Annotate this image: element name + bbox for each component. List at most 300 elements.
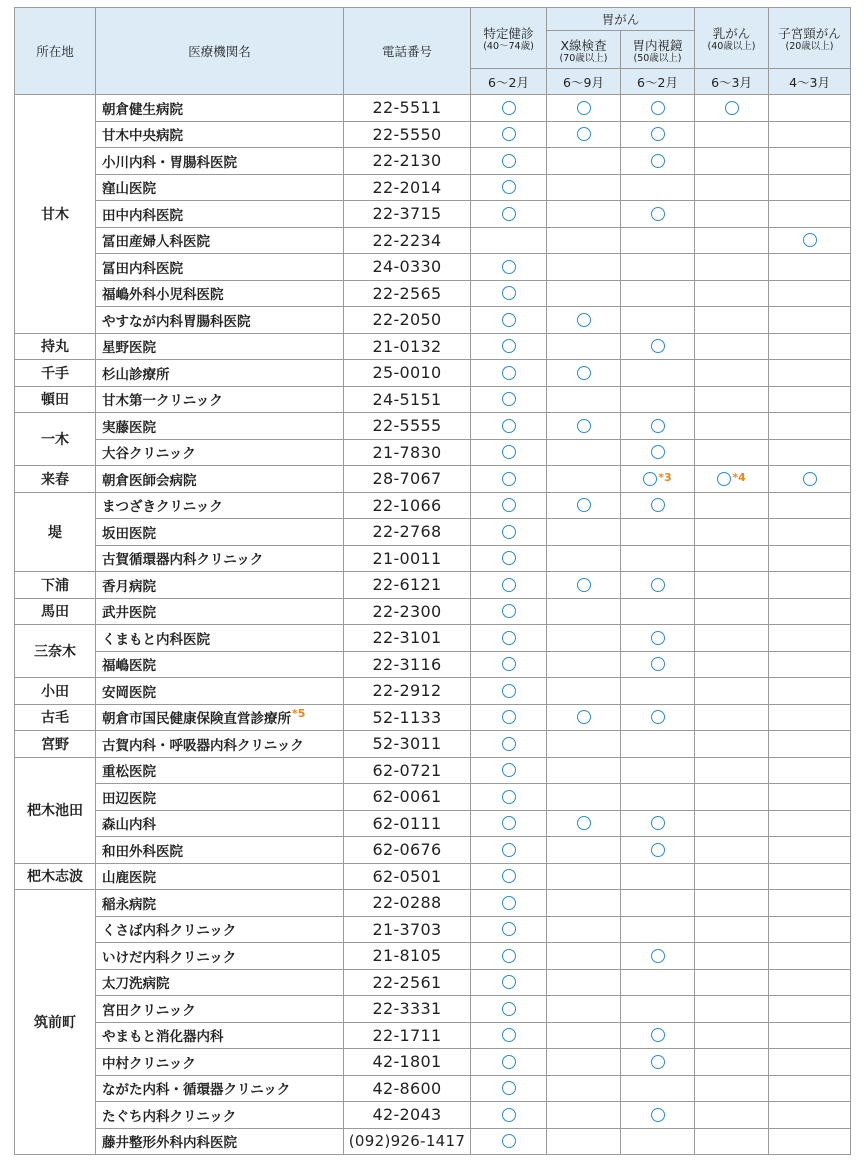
exam-cell-breast [695, 916, 769, 943]
available-circle-icon [577, 127, 591, 141]
exam-cell-xray [547, 651, 621, 678]
institution-name: いけだ内科クリニック [102, 949, 237, 966]
available-circle-icon [502, 366, 516, 380]
exam-cell-xray [547, 1128, 621, 1155]
exam-cell-tokutei [471, 227, 547, 254]
location-cell: 馬田 [15, 598, 96, 625]
exam-cell-xray [547, 625, 621, 652]
institution-cell [96, 492, 344, 519]
phone-cell: 62-0676 [344, 837, 471, 864]
table-row [15, 360, 851, 387]
exam-cell-tokutei [471, 307, 547, 334]
institution-cell [96, 1102, 344, 1129]
available-circle-icon [502, 710, 516, 724]
available-circle-icon [651, 419, 665, 433]
header-endoscopy-title: 胃内視鏡 [632, 37, 683, 53]
table-row [15, 572, 851, 599]
institution-cell [96, 545, 344, 572]
exam-cell-endoscopy [621, 996, 695, 1023]
exam-cell-breast [695, 1049, 769, 1076]
table-row [15, 174, 851, 201]
table-row [15, 784, 851, 811]
phone-cell: 62-0721 [344, 757, 471, 784]
location-cell: 来春 [15, 466, 96, 493]
institution-name: 重松医院 [102, 764, 156, 781]
period-cervical: 4～3月 [769, 69, 851, 95]
header-cervical [769, 8, 851, 69]
exam-cell-endoscopy [621, 1049, 695, 1076]
exam-cell-xray [547, 254, 621, 281]
available-circle-icon [651, 207, 665, 221]
exam-cell-xray [547, 360, 621, 387]
exam-cell-tokutei [471, 890, 547, 917]
exam-cell-xray [547, 757, 621, 784]
institution-cell [96, 519, 344, 546]
institution-cell [96, 572, 344, 599]
phone-cell: 22-2912 [344, 678, 471, 705]
exam-cell-breast [695, 201, 769, 228]
header-endoscopy-age: (50歳以上) [633, 52, 682, 64]
location-cell: 宮野 [15, 731, 96, 758]
institution-name: 田辺医院 [102, 790, 156, 807]
exam-cell-breast [695, 227, 769, 254]
exam-cell-xray [547, 1049, 621, 1076]
exam-cell-cervical [769, 174, 851, 201]
institution-cell [96, 757, 344, 784]
exam-cell-cervical [769, 731, 851, 758]
exam-cell-breast [695, 360, 769, 387]
available-circle-icon [502, 896, 516, 910]
period-endoscopy: 6～2月 [621, 69, 695, 95]
exam-cell-tokutei [471, 360, 547, 387]
location-cell: 筑前町 [15, 890, 96, 1155]
institution-cell [96, 943, 344, 970]
exam-cell-breast [695, 996, 769, 1023]
location-cell: 堤 [15, 492, 96, 572]
exam-cell-tokutei [471, 95, 547, 122]
institution-name: 武井医院 [102, 605, 156, 622]
phone-cell: 22-0288 [344, 890, 471, 917]
location-cell: 三奈木 [15, 625, 96, 678]
exam-cell-endoscopy [621, 519, 695, 546]
institution-name: 中村クリニック [102, 1055, 196, 1072]
table-row [15, 333, 851, 360]
phone-cell: 62-0111 [344, 810, 471, 837]
exam-cell-endoscopy [621, 625, 695, 652]
exam-cell-cervical [769, 969, 851, 996]
available-circle-icon [651, 1028, 665, 1042]
exam-cell-tokutei [471, 704, 547, 731]
exam-cell-xray [547, 95, 621, 122]
table-row [15, 148, 851, 175]
exam-cell-xray [547, 784, 621, 811]
institution-cell [96, 837, 344, 864]
exam-cell-xray [547, 1075, 621, 1102]
exam-cell-tokutei [471, 1128, 547, 1155]
location-cell: 小田 [15, 678, 96, 705]
exam-cell-breast [695, 519, 769, 546]
institution-cell [96, 121, 344, 148]
exam-cell-xray [547, 492, 621, 519]
exam-cell-xray [547, 413, 621, 440]
exam-cell-cervical [769, 1102, 851, 1129]
exam-cell-endoscopy [621, 227, 695, 254]
exam-cell-endoscopy [621, 598, 695, 625]
exam-cell-tokutei [471, 837, 547, 864]
phone-cell: 25-0010 [344, 360, 471, 387]
exam-cell-endoscopy [621, 466, 695, 493]
exam-cell-tokutei [471, 625, 547, 652]
exam-cell-xray [547, 148, 621, 175]
institution-name: 森山内科 [102, 817, 156, 834]
available-circle-icon [502, 949, 516, 963]
institution-name: 杉山診療所 [102, 366, 170, 383]
exam-cell-cervical [769, 757, 851, 784]
table-row [15, 757, 851, 784]
exam-cell-tokutei [471, 916, 547, 943]
exam-cell-cervical [769, 254, 851, 281]
exam-cell-endoscopy [621, 492, 695, 519]
exam-cell-endoscopy [621, 810, 695, 837]
phone-cell: 62-0501 [344, 863, 471, 890]
exam-cell-xray [547, 1102, 621, 1129]
phone-cell: 52-3011 [344, 731, 471, 758]
exam-cell-tokutei [471, 996, 547, 1023]
institution-name: やすなが内科胃腸科医院 [102, 313, 251, 330]
available-circle-icon [577, 710, 591, 724]
exam-cell-cervical [769, 492, 851, 519]
exam-cell-endoscopy [621, 307, 695, 334]
phone-cell: 21-0011 [344, 545, 471, 572]
exam-cell-tokutei [471, 201, 547, 228]
institution-name: 実藤医院 [102, 419, 156, 436]
phone-cell: 42-8600 [344, 1075, 471, 1102]
phone-cell: 22-2050 [344, 307, 471, 334]
table-row [15, 651, 851, 678]
phone-cell: 22-3715 [344, 201, 471, 228]
available-circle-icon [502, 207, 516, 221]
available-circle-icon [577, 366, 591, 380]
exam-cell-endoscopy [621, 784, 695, 811]
exam-cell-breast [695, 174, 769, 201]
phone-cell: 24-0330 [344, 254, 471, 281]
exam-cell-xray [547, 731, 621, 758]
exam-cell-xray [547, 545, 621, 572]
available-circle-icon [502, 1055, 516, 1069]
table-row [15, 545, 851, 572]
exam-cell-breast [695, 386, 769, 413]
location-cell: 頓田 [15, 386, 96, 413]
exam-cell-cervical [769, 996, 851, 1023]
available-circle-icon [651, 1108, 665, 1122]
exam-cell-breast [695, 1128, 769, 1155]
phone-cell: (092)926-1417 [344, 1128, 471, 1155]
header-tokutei [471, 8, 547, 69]
exam-cell-cervical [769, 810, 851, 837]
exam-cell-tokutei [471, 333, 547, 360]
exam-cell-xray [547, 863, 621, 890]
exam-cell-xray [547, 466, 621, 493]
header-xray [547, 31, 621, 69]
phone-cell: 22-2768 [344, 519, 471, 546]
period-breast: 6～3月 [695, 69, 769, 95]
exam-cell-tokutei [471, 1102, 547, 1129]
header-breast-title: 乳がん [712, 26, 751, 41]
exam-cell-endoscopy [621, 254, 695, 281]
header-xray-title: X線検査 [560, 37, 607, 53]
exam-cell-endoscopy [621, 201, 695, 228]
exam-cell-cervical [769, 916, 851, 943]
header-xray-age: (70歳以上) [559, 52, 608, 64]
phone-cell: 22-2300 [344, 598, 471, 625]
exam-cell-tokutei [471, 651, 547, 678]
institution-name: くさば内科クリニック [102, 923, 237, 940]
table-row [15, 227, 851, 254]
available-circle-icon [502, 763, 516, 777]
available-circle-icon [502, 657, 516, 671]
exam-cell-endoscopy [621, 386, 695, 413]
exam-cell-breast [695, 254, 769, 281]
institution-name: 古賀内科・呼吸器内科クリニック [102, 737, 304, 754]
exam-cell-breast [695, 572, 769, 599]
exam-cell-cervical [769, 625, 851, 652]
available-circle-icon [651, 154, 665, 168]
available-circle-icon [502, 154, 516, 168]
header-institution: 医療機関名 [96, 8, 344, 95]
exam-cell-tokutei [471, 121, 547, 148]
institution-name: 星野医院 [102, 340, 156, 357]
phone-cell: 22-5555 [344, 413, 471, 440]
institution-cell [96, 95, 344, 122]
exam-cell-breast [695, 95, 769, 122]
institution-cell [96, 731, 344, 758]
exam-cell-endoscopy [621, 439, 695, 466]
table-row [15, 466, 851, 493]
available-circle-icon [502, 1134, 516, 1148]
exam-cell-xray [547, 572, 621, 599]
phone-cell: 22-2234 [344, 227, 471, 254]
location-cell: 古毛 [15, 704, 96, 731]
institution-cell [96, 413, 344, 440]
available-circle-icon [651, 710, 665, 724]
exam-cell-breast [695, 307, 769, 334]
exam-cell-tokutei [471, 254, 547, 281]
exam-cell-cervical [769, 1128, 851, 1155]
institution-cell [96, 254, 344, 281]
exam-cell-breast [695, 492, 769, 519]
exam-cell-endoscopy [621, 1128, 695, 1155]
exam-cell-endoscopy [621, 704, 695, 731]
exam-cell-endoscopy [621, 969, 695, 996]
table-row [15, 201, 851, 228]
institution-cell [96, 148, 344, 175]
exam-cell-endoscopy [621, 148, 695, 175]
exam-cell-tokutei [471, 386, 547, 413]
institution-name: 田中内科医院 [102, 207, 183, 224]
exam-cell-cervical [769, 413, 851, 440]
exam-cell-cervical [769, 678, 851, 705]
institution-cell [96, 810, 344, 837]
table-row [15, 519, 851, 546]
available-circle-icon [502, 127, 516, 141]
exam-cell-breast [695, 678, 769, 705]
institution-name: 坂田医院 [102, 525, 156, 542]
table-row [15, 969, 851, 996]
exam-cell-tokutei [471, 174, 547, 201]
exam-cell-tokutei [471, 784, 547, 811]
available-circle-icon [502, 339, 516, 353]
table-header [15, 8, 851, 95]
available-circle-icon [577, 419, 591, 433]
available-circle-icon [502, 604, 516, 618]
exam-cell-tokutei [471, 466, 547, 493]
institution-cell [96, 174, 344, 201]
phone-cell: 28-7067 [344, 466, 471, 493]
exam-cell-xray [547, 678, 621, 705]
table-row [15, 678, 851, 705]
phone-cell: 22-5550 [344, 121, 471, 148]
institution-cell [96, 1075, 344, 1102]
available-circle-icon [502, 1108, 516, 1122]
exam-cell-cervical [769, 95, 851, 122]
table-row [15, 95, 851, 122]
phone-cell: 42-2043 [344, 1102, 471, 1129]
available-circle-icon [643, 472, 657, 486]
institution-cell [96, 916, 344, 943]
exam-cell-xray [547, 890, 621, 917]
exam-cell-tokutei [471, 439, 547, 466]
header-cervical-age: (20歳以上) [785, 41, 834, 52]
institution-name: 小川内科・胃腸科医院 [102, 154, 237, 171]
header-location: 所在地 [15, 8, 96, 95]
exam-cell-xray [547, 201, 621, 228]
available-circle-icon [502, 260, 516, 274]
available-circle-icon [725, 101, 739, 115]
phone-cell: 21-7830 [344, 439, 471, 466]
exam-cell-tokutei [471, 413, 547, 440]
available-circle-icon [577, 816, 591, 830]
institution-name: 福嶋外科小児科医院 [102, 287, 224, 304]
exam-cell-breast [695, 148, 769, 175]
exam-cell-endoscopy [621, 757, 695, 784]
institution-name: 甘木中央病院 [102, 128, 183, 145]
institution-cell [96, 890, 344, 917]
available-circle-icon [651, 127, 665, 141]
available-circle-icon [651, 657, 665, 671]
phone-cell: 62-0061 [344, 784, 471, 811]
table-row [15, 943, 851, 970]
available-circle-icon [502, 631, 516, 645]
exam-cell-cervical [769, 784, 851, 811]
phone-cell: 22-2565 [344, 280, 471, 307]
institution-cell [96, 307, 344, 334]
exam-cell-cervical [769, 598, 851, 625]
exam-cell-xray [547, 386, 621, 413]
exam-cell-tokutei [471, 1022, 547, 1049]
exam-cell-cervical [769, 227, 851, 254]
available-circle-icon [502, 843, 516, 857]
institution-cell [96, 280, 344, 307]
available-circle-icon [502, 1028, 516, 1042]
exam-cell-xray [547, 916, 621, 943]
phone-cell: 21-3703 [344, 916, 471, 943]
institution-cell [96, 863, 344, 890]
exam-cell-tokutei [471, 1075, 547, 1102]
institution-cell [96, 360, 344, 387]
table-row [15, 1049, 851, 1076]
exam-cell-xray [547, 227, 621, 254]
available-circle-icon [651, 949, 665, 963]
available-circle-icon [502, 684, 516, 698]
institution-name: 福嶋医院 [102, 658, 156, 675]
exam-cell-breast [695, 969, 769, 996]
exam-cell-cervical [769, 1022, 851, 1049]
available-circle-icon [502, 392, 516, 406]
institution-name: 山鹿医院 [102, 870, 156, 887]
available-circle-icon [803, 472, 817, 486]
exam-cell-tokutei [471, 545, 547, 572]
available-circle-icon [651, 816, 665, 830]
institution-name: やまもと消化器内科 [102, 1029, 224, 1046]
available-circle-icon [502, 525, 516, 539]
location-cell: 杷木志波 [15, 863, 96, 890]
exam-cell-endoscopy [621, 572, 695, 599]
institution-cell [96, 996, 344, 1023]
available-circle-icon [502, 922, 516, 936]
table-row [15, 1102, 851, 1129]
institution-name: ながた内科・循環器クリニック [102, 1082, 291, 1099]
institution-name: まつざきクリニック [102, 499, 223, 516]
table-row [15, 1022, 851, 1049]
exam-cell-tokutei [471, 969, 547, 996]
exam-cell-breast [695, 890, 769, 917]
exam-cell-cervical [769, 1049, 851, 1076]
footnote-mark: *5 [292, 707, 306, 721]
exam-cell-breast [695, 545, 769, 572]
available-circle-icon [502, 1002, 516, 1016]
exam-cell-breast [695, 863, 769, 890]
phone-cell: 21-0132 [344, 333, 471, 360]
available-circle-icon [577, 578, 591, 592]
table-row [15, 1128, 851, 1155]
exam-cell-tokutei [471, 863, 547, 890]
exam-cell-cervical [769, 704, 851, 731]
available-circle-icon [651, 339, 665, 353]
exam-cell-endoscopy [621, 890, 695, 917]
institution-cell [96, 466, 344, 493]
exam-cell-cervical [769, 863, 851, 890]
available-circle-icon [651, 445, 665, 459]
header-cervical-title: 子宮頸がん [778, 26, 841, 41]
available-circle-icon [651, 1055, 665, 1069]
institution-name: 香月病院 [102, 578, 156, 595]
exam-cell-breast [695, 439, 769, 466]
available-circle-icon [502, 816, 516, 830]
table-row [15, 625, 851, 652]
exam-cell-tokutei [471, 1049, 547, 1076]
clinic-table-sheet [14, 7, 850, 1155]
exam-cell-breast [695, 837, 769, 864]
exam-cell-cervical [769, 943, 851, 970]
available-circle-icon [651, 843, 665, 857]
location-cell: 一木 [15, 413, 96, 466]
exam-cell-breast [695, 784, 769, 811]
phone-cell: 22-1066 [344, 492, 471, 519]
institution-cell [96, 201, 344, 228]
available-circle-icon [502, 737, 516, 751]
exam-cell-tokutei [471, 492, 547, 519]
exam-cell-cervical [769, 280, 851, 307]
